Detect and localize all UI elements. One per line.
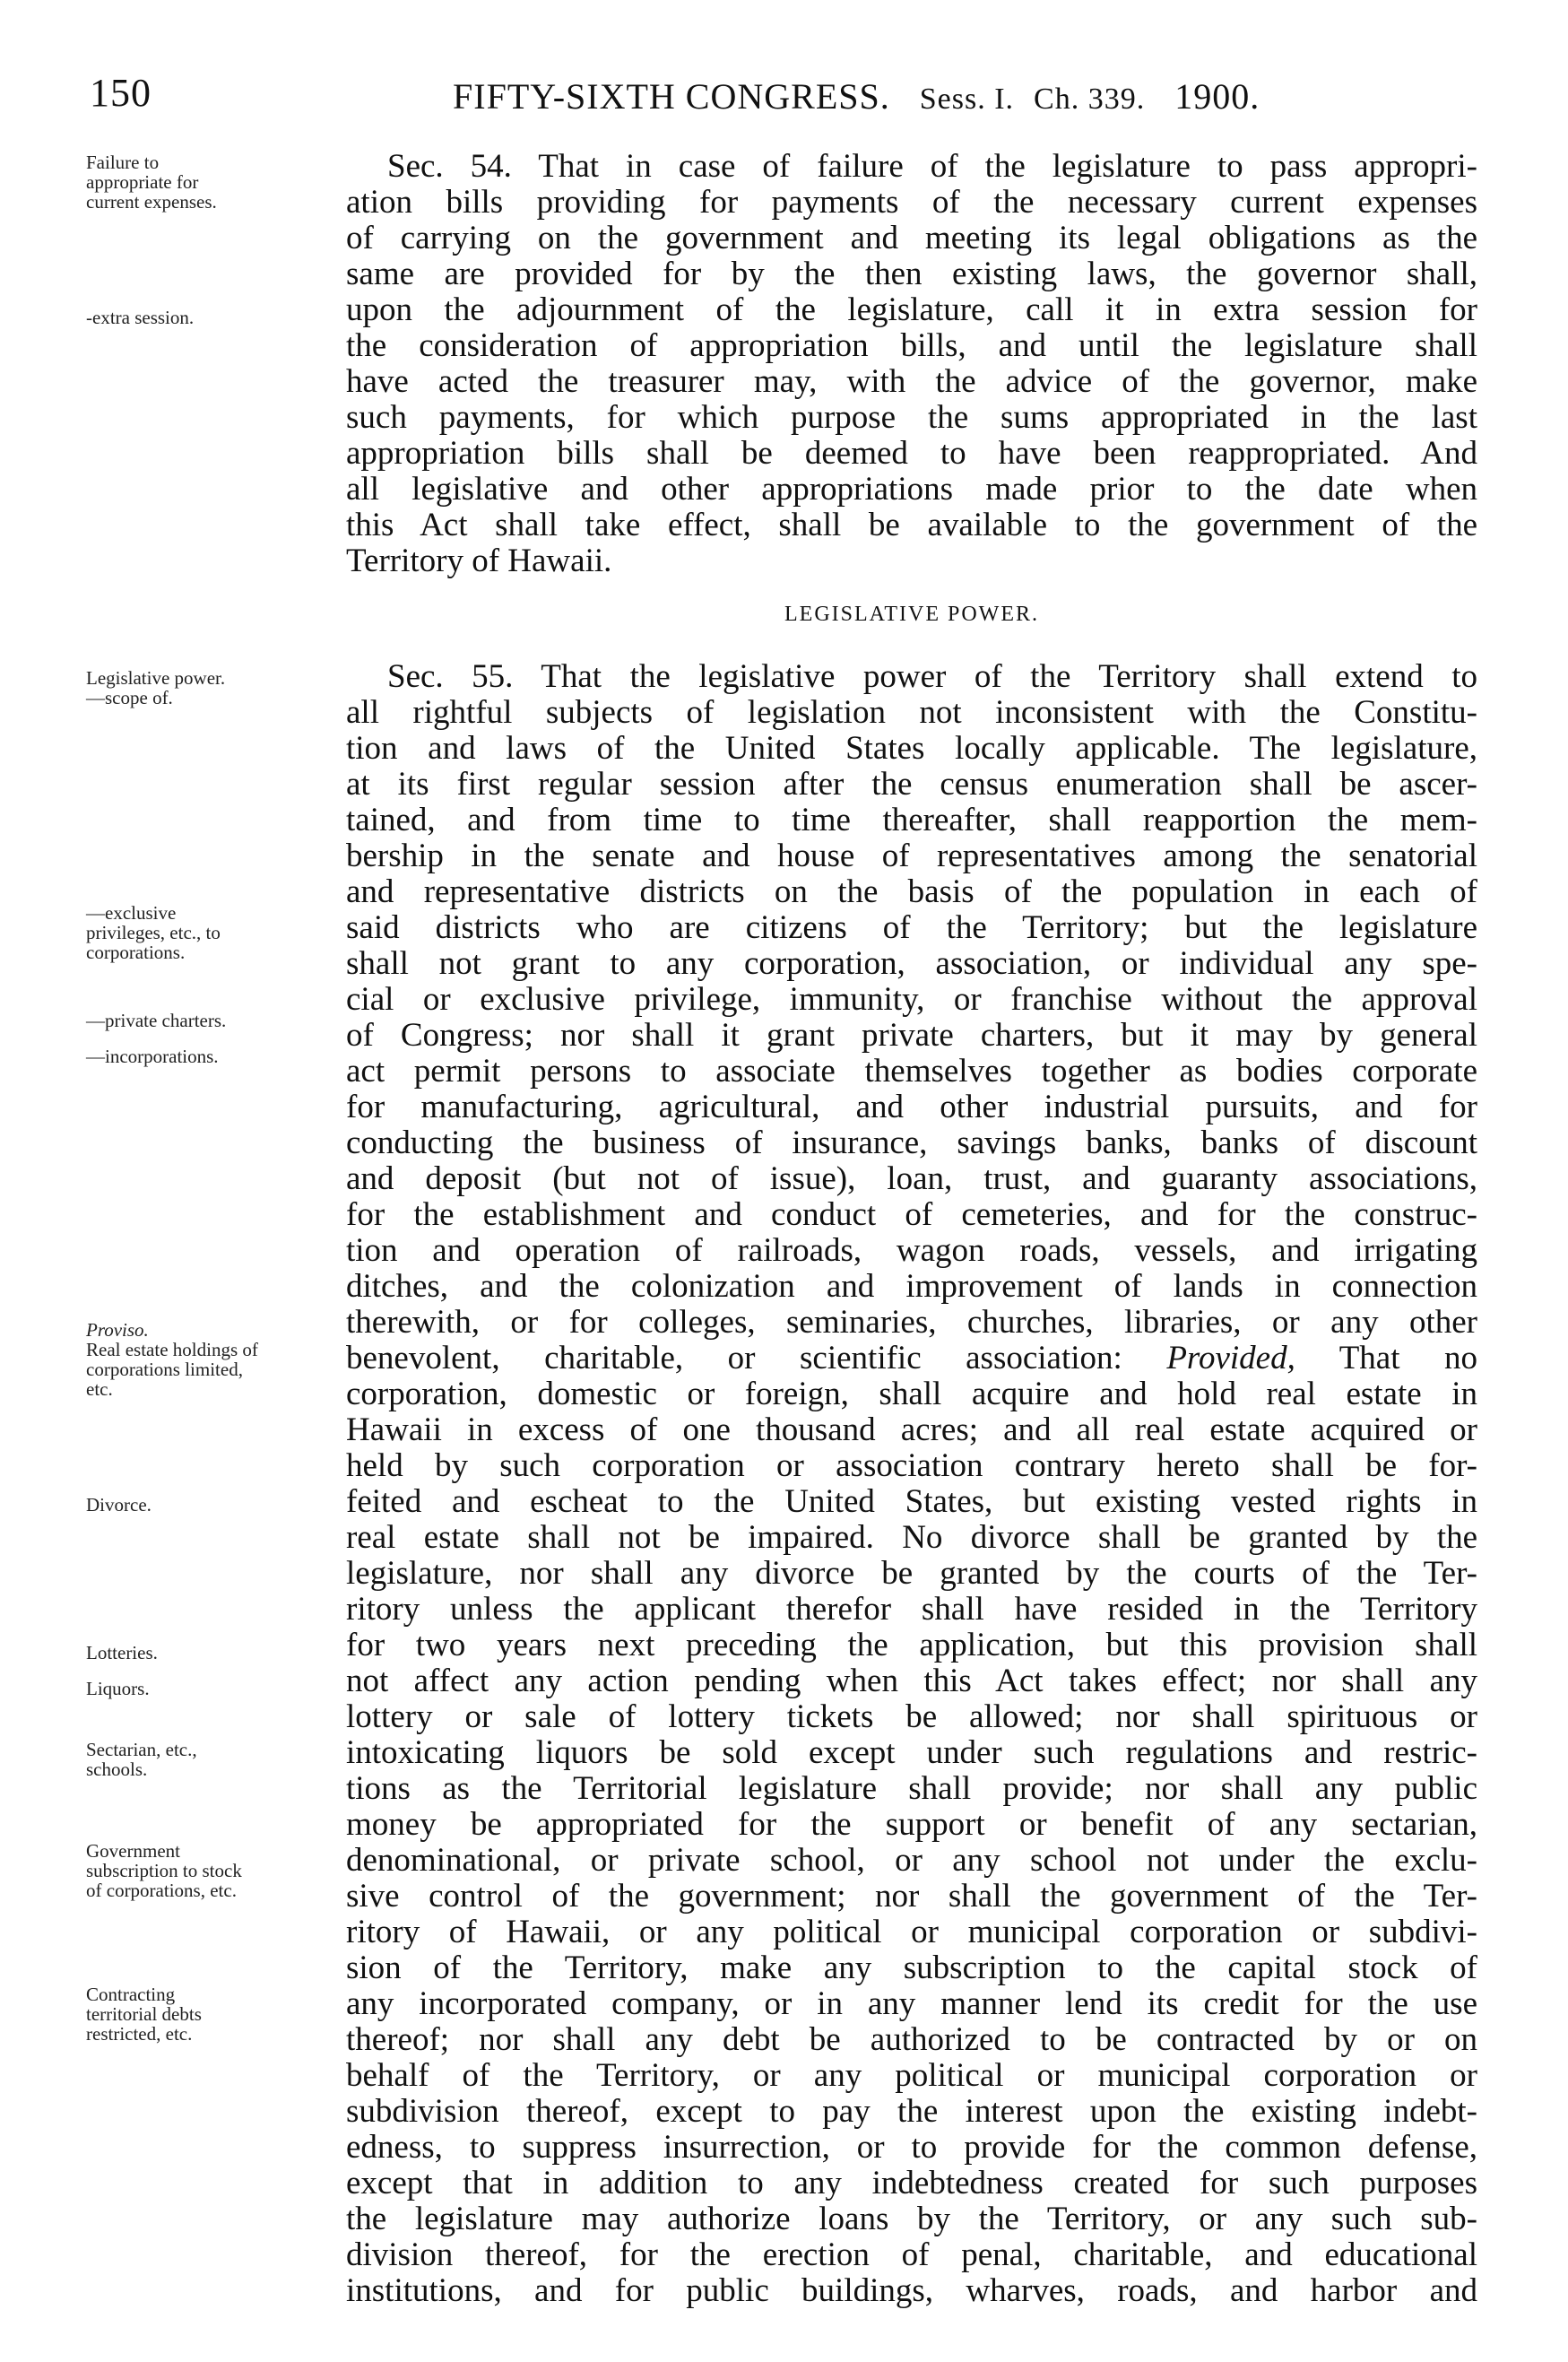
text-line bbox=[346, 1376, 1477, 1412]
margin-note-contracting: Contracting territorial debts restricted, etc. bbox=[86, 1984, 202, 2045]
margin-note-scope: —scope of. bbox=[86, 687, 173, 708]
line-text: not affect any action pending when this Act takes effect; nor shall any bbox=[346, 1663, 1477, 1699]
page-header bbox=[0, 70, 1568, 124]
page-number: 150 bbox=[90, 71, 152, 115]
text-line bbox=[346, 1054, 1477, 1090]
line-text: shall not grant to any corporation, association, or individual any spe- bbox=[346, 945, 1477, 982]
margin-note-extra-session: -extra session. bbox=[86, 307, 195, 328]
line-text: corporation, domestic or foreign, shall acquire and hold real estate in bbox=[346, 1376, 1477, 1412]
margin-note-liquors: Liquors. bbox=[86, 1678, 150, 1699]
line-text: ditches, and the colonization and improvement of lands in connection bbox=[346, 1268, 1477, 1305]
line-text: institutions, and for public buildings, wharves, roads, and harbor and bbox=[346, 2272, 1477, 2309]
line-text: such payments, for which purpose the sums appropriated in the last bbox=[346, 399, 1477, 436]
line-text: and representative districts on the basis of the population in each of bbox=[346, 873, 1477, 910]
line-text: all legislative and other appropriations made prior to the date when bbox=[346, 471, 1477, 508]
text-line bbox=[346, 1663, 1477, 1699]
margin-note-failure: Failure to appropriate for current expenses. bbox=[86, 152, 217, 213]
margin-note-exclusive: —exclusive privileges, etc., to corporations. bbox=[86, 902, 221, 963]
text-line bbox=[346, 803, 1477, 838]
text-line bbox=[346, 731, 1477, 767]
line-text: That in case of failure of the legislature to pass appropri- bbox=[538, 148, 1477, 185]
line-text: at its first regular session after the census enumeration shall be ascer- bbox=[346, 766, 1477, 803]
text-line bbox=[346, 1233, 1477, 1269]
text-line bbox=[346, 1412, 1477, 1448]
congress-title: FIFTY-SIXTH CONGRESS. bbox=[453, 76, 890, 117]
session-label: Sess. I. bbox=[919, 82, 1015, 116]
text-line bbox=[346, 2237, 1477, 2273]
line-text: real estate shall not be impaired. No divorce shall be granted by the bbox=[346, 1519, 1477, 1556]
line-text: tion and operation of railroads, wagon roads, vessels, and irrigating bbox=[346, 1232, 1477, 1269]
line-text: division thereof, for the erection of penal, charitable, and educational bbox=[346, 2236, 1477, 2273]
text-line bbox=[346, 1986, 1477, 2022]
section-label: Sec. 54. bbox=[387, 148, 512, 185]
line-text: subdivision thereof, except to pay the interest upon the existing indebt- bbox=[346, 2093, 1477, 2130]
line-text: except that in addition to any indebtedness created for such purposes bbox=[346, 2165, 1477, 2201]
line-text: ritory unless the applicant therefor shall have resided in the Territory bbox=[346, 1591, 1477, 1628]
line-text: tained, and from time to time thereafter, shall reapportion the mem- bbox=[346, 802, 1477, 838]
line-text: of carrying on the government and meeting its legal obligations as the bbox=[346, 220, 1477, 256]
text-line bbox=[346, 1341, 1477, 1376]
text-line bbox=[346, 1484, 1477, 1520]
text-line bbox=[346, 1448, 1477, 1484]
line-text: any incorporated company, or in any manner lend its credit for the use bbox=[346, 1985, 1477, 2022]
line-text: feited and escheat to the United States, but existing vested rights in bbox=[346, 1483, 1477, 1520]
text-line bbox=[346, 874, 1477, 910]
margin-note-private-charters: —private charters. bbox=[86, 1010, 227, 1031]
line-text: of Congress; nor shall it grant private charters, but it may by general bbox=[346, 1017, 1477, 1054]
line-text: and deposit (but not of issue), loan, trust, and guaranty associations, bbox=[346, 1160, 1477, 1197]
line-text: lottery or sale of lottery tickets be allowed; nor shall spirituous or bbox=[346, 1698, 1477, 1735]
line-text: denominational, or private school, or any school not under the exclu- bbox=[346, 1842, 1477, 1879]
text-line bbox=[346, 328, 1477, 364]
section-heading: LEGISLATIVE POWER. bbox=[784, 603, 1039, 626]
text-line bbox=[346, 185, 1477, 221]
line-text: sive control of the government; nor shall the government of the Ter- bbox=[346, 1878, 1477, 1915]
margin-note-divorce: Divorce. bbox=[86, 1494, 152, 1515]
text-line bbox=[346, 910, 1477, 946]
line-text: for the establishment and conduct of cemeteries, and for the construc- bbox=[346, 1196, 1477, 1233]
text-line bbox=[346, 838, 1477, 874]
text-line bbox=[346, 1735, 1477, 1771]
text-line bbox=[346, 1161, 1477, 1197]
line-text: all rightful subjects of legislation not inconsistent with the Constitu- bbox=[346, 694, 1477, 731]
text-line bbox=[346, 982, 1477, 1018]
provided-word: Provided, bbox=[1166, 1340, 1295, 1376]
line-text: same are provided for by the then existing laws, the governor shall, bbox=[346, 256, 1477, 292]
text-line bbox=[346, 1771, 1477, 1807]
text-line bbox=[346, 1305, 1477, 1341]
text-line bbox=[346, 1018, 1477, 1054]
text-line bbox=[346, 221, 1477, 256]
text-line bbox=[346, 1592, 1477, 1628]
line-text: said districts who are citizens of the Territory; but the legislature bbox=[346, 909, 1477, 946]
text-line bbox=[346, 2058, 1477, 2094]
chapter-label: Ch. 339. bbox=[1034, 82, 1146, 116]
proviso-label: Proviso. bbox=[86, 1319, 149, 1341]
text-line bbox=[346, 1879, 1477, 1915]
margin-note-government-subscription: Government subscription to stock of corporations, etc. bbox=[86, 1840, 242, 1901]
text-line bbox=[346, 2201, 1477, 2237]
text-line bbox=[346, 472, 1477, 508]
text-line bbox=[346, 1269, 1477, 1305]
line-text: the legislature may authorize loans by the Territory, or any such sub- bbox=[346, 2201, 1477, 2237]
line-text: tions as the Territorial legislature shall provide; nor shall any public bbox=[346, 1770, 1477, 1807]
text-line bbox=[346, 946, 1477, 982]
line-text: That the legislative power of the Territory shall extend to bbox=[541, 658, 1477, 695]
text-line bbox=[346, 1090, 1477, 1125]
line-text: bership in the senate and house of representatives among the senatorial bbox=[346, 838, 1477, 874]
line-text: sion of the Territory, make any subscription to the capital stock of bbox=[346, 1950, 1477, 1986]
text-line bbox=[387, 659, 1477, 695]
line-text: have acted the treasurer may, with the advice of the governor, make bbox=[346, 363, 1477, 400]
text-line bbox=[346, 2273, 1477, 2309]
text-line bbox=[346, 1520, 1477, 1556]
line-text: tion and laws of the United States locally applicable. The legislature, bbox=[346, 730, 1477, 767]
text-line bbox=[346, 400, 1477, 436]
line-text: act permit persons to associate themselves together as bodies corporate bbox=[346, 1053, 1477, 1090]
text-line bbox=[346, 256, 1477, 292]
text-line bbox=[346, 1807, 1477, 1843]
line-text: conducting the business of insurance, savings banks, banks of discount bbox=[346, 1125, 1477, 1161]
line-text: held by such corporation or association contrary hereto shall be for- bbox=[346, 1447, 1477, 1484]
margin-note-real-estate: Real estate holdings of corporations limited, etc. bbox=[86, 1339, 258, 1400]
text-line bbox=[346, 1843, 1477, 1879]
text-line bbox=[346, 364, 1477, 400]
line-text: appropriation bills shall be deemed to have been reappropriated. And bbox=[346, 435, 1477, 472]
text-line bbox=[387, 149, 1477, 185]
text-line bbox=[346, 1950, 1477, 1986]
line-text: legislature, nor shall any divorce be granted by the courts of the Ter- bbox=[346, 1555, 1477, 1592]
text-line bbox=[346, 292, 1477, 328]
text-line bbox=[346, 1556, 1477, 1592]
text-line bbox=[346, 508, 1477, 543]
text-line bbox=[346, 436, 1477, 472]
line-text: cial or exclusive privilege, immunity, or franchise without the approval bbox=[346, 981, 1477, 1018]
line-text: ritory of Hawaii, or any political or municipal corporation or subdivi- bbox=[346, 1914, 1477, 1950]
line-text: this Act shall take effect, shall be available to the government of the bbox=[346, 507, 1477, 543]
line-text: therewith, or for colleges, seminaries, churches, libraries, or any other bbox=[346, 1304, 1477, 1341]
line-text: money be appropriated for the support or benefit of any sectarian, bbox=[346, 1806, 1477, 1843]
line-text: edness, to suppress insurrection, or to provide for the common defense, bbox=[346, 2129, 1477, 2166]
margin-note-sectarian: Sectarian, etc., schools. bbox=[86, 1739, 197, 1780]
line-text: for two years next preceding the application, but this provision shall bbox=[346, 1627, 1477, 1663]
line-text: for manufacturing, agricultural, and other industrial pursuits, and for bbox=[346, 1089, 1477, 1125]
text-line bbox=[346, 2130, 1477, 2166]
line-text: thereof; nor shall any debt be authorized to be contracted by or on bbox=[346, 2021, 1477, 2058]
text-line bbox=[346, 1699, 1477, 1735]
line-text: upon the adjournment of the legislature, call it in extra session for bbox=[346, 291, 1477, 328]
text-line bbox=[346, 2022, 1477, 2058]
margin-note-legislative-power: Legislative power. bbox=[86, 667, 226, 689]
margin-note-incorporations: —incorporations. bbox=[86, 1046, 219, 1067]
line-text: ation bills providing for payments of the necessary current expenses bbox=[346, 184, 1477, 221]
text-line bbox=[346, 1197, 1477, 1233]
text-line bbox=[346, 2166, 1477, 2201]
section-label: Sec. 55. bbox=[387, 658, 514, 695]
margin-note-lotteries: Lotteries. bbox=[86, 1642, 158, 1663]
margin-note-proviso bbox=[86, 1320, 337, 1340]
line-text: benevolent, charitable, or scientific association: bbox=[346, 1340, 1122, 1376]
running-title bbox=[453, 75, 1260, 117]
line-text: intoxicating liquors be sold except under such regulations and restric- bbox=[346, 1734, 1477, 1771]
text-line bbox=[346, 2094, 1477, 2130]
text-line bbox=[346, 1125, 1477, 1161]
line-text: Hawaii in excess of one thousand acres; and all real estate acquired or bbox=[346, 1411, 1477, 1448]
line-text: the consideration of appropriation bills, and until the legislature shall bbox=[346, 327, 1477, 364]
text-line bbox=[346, 767, 1477, 803]
year-label: 1900. bbox=[1174, 76, 1260, 117]
text-line bbox=[346, 1915, 1477, 1950]
text-line bbox=[346, 1628, 1477, 1663]
text-line bbox=[346, 695, 1477, 731]
line-text: Territory of Hawaii. bbox=[346, 543, 612, 579]
provided-tail: That no bbox=[1338, 1340, 1477, 1376]
text-line bbox=[346, 543, 1477, 579]
line-text: behalf of the Territory, or any political or municipal corporation or bbox=[346, 2057, 1477, 2094]
